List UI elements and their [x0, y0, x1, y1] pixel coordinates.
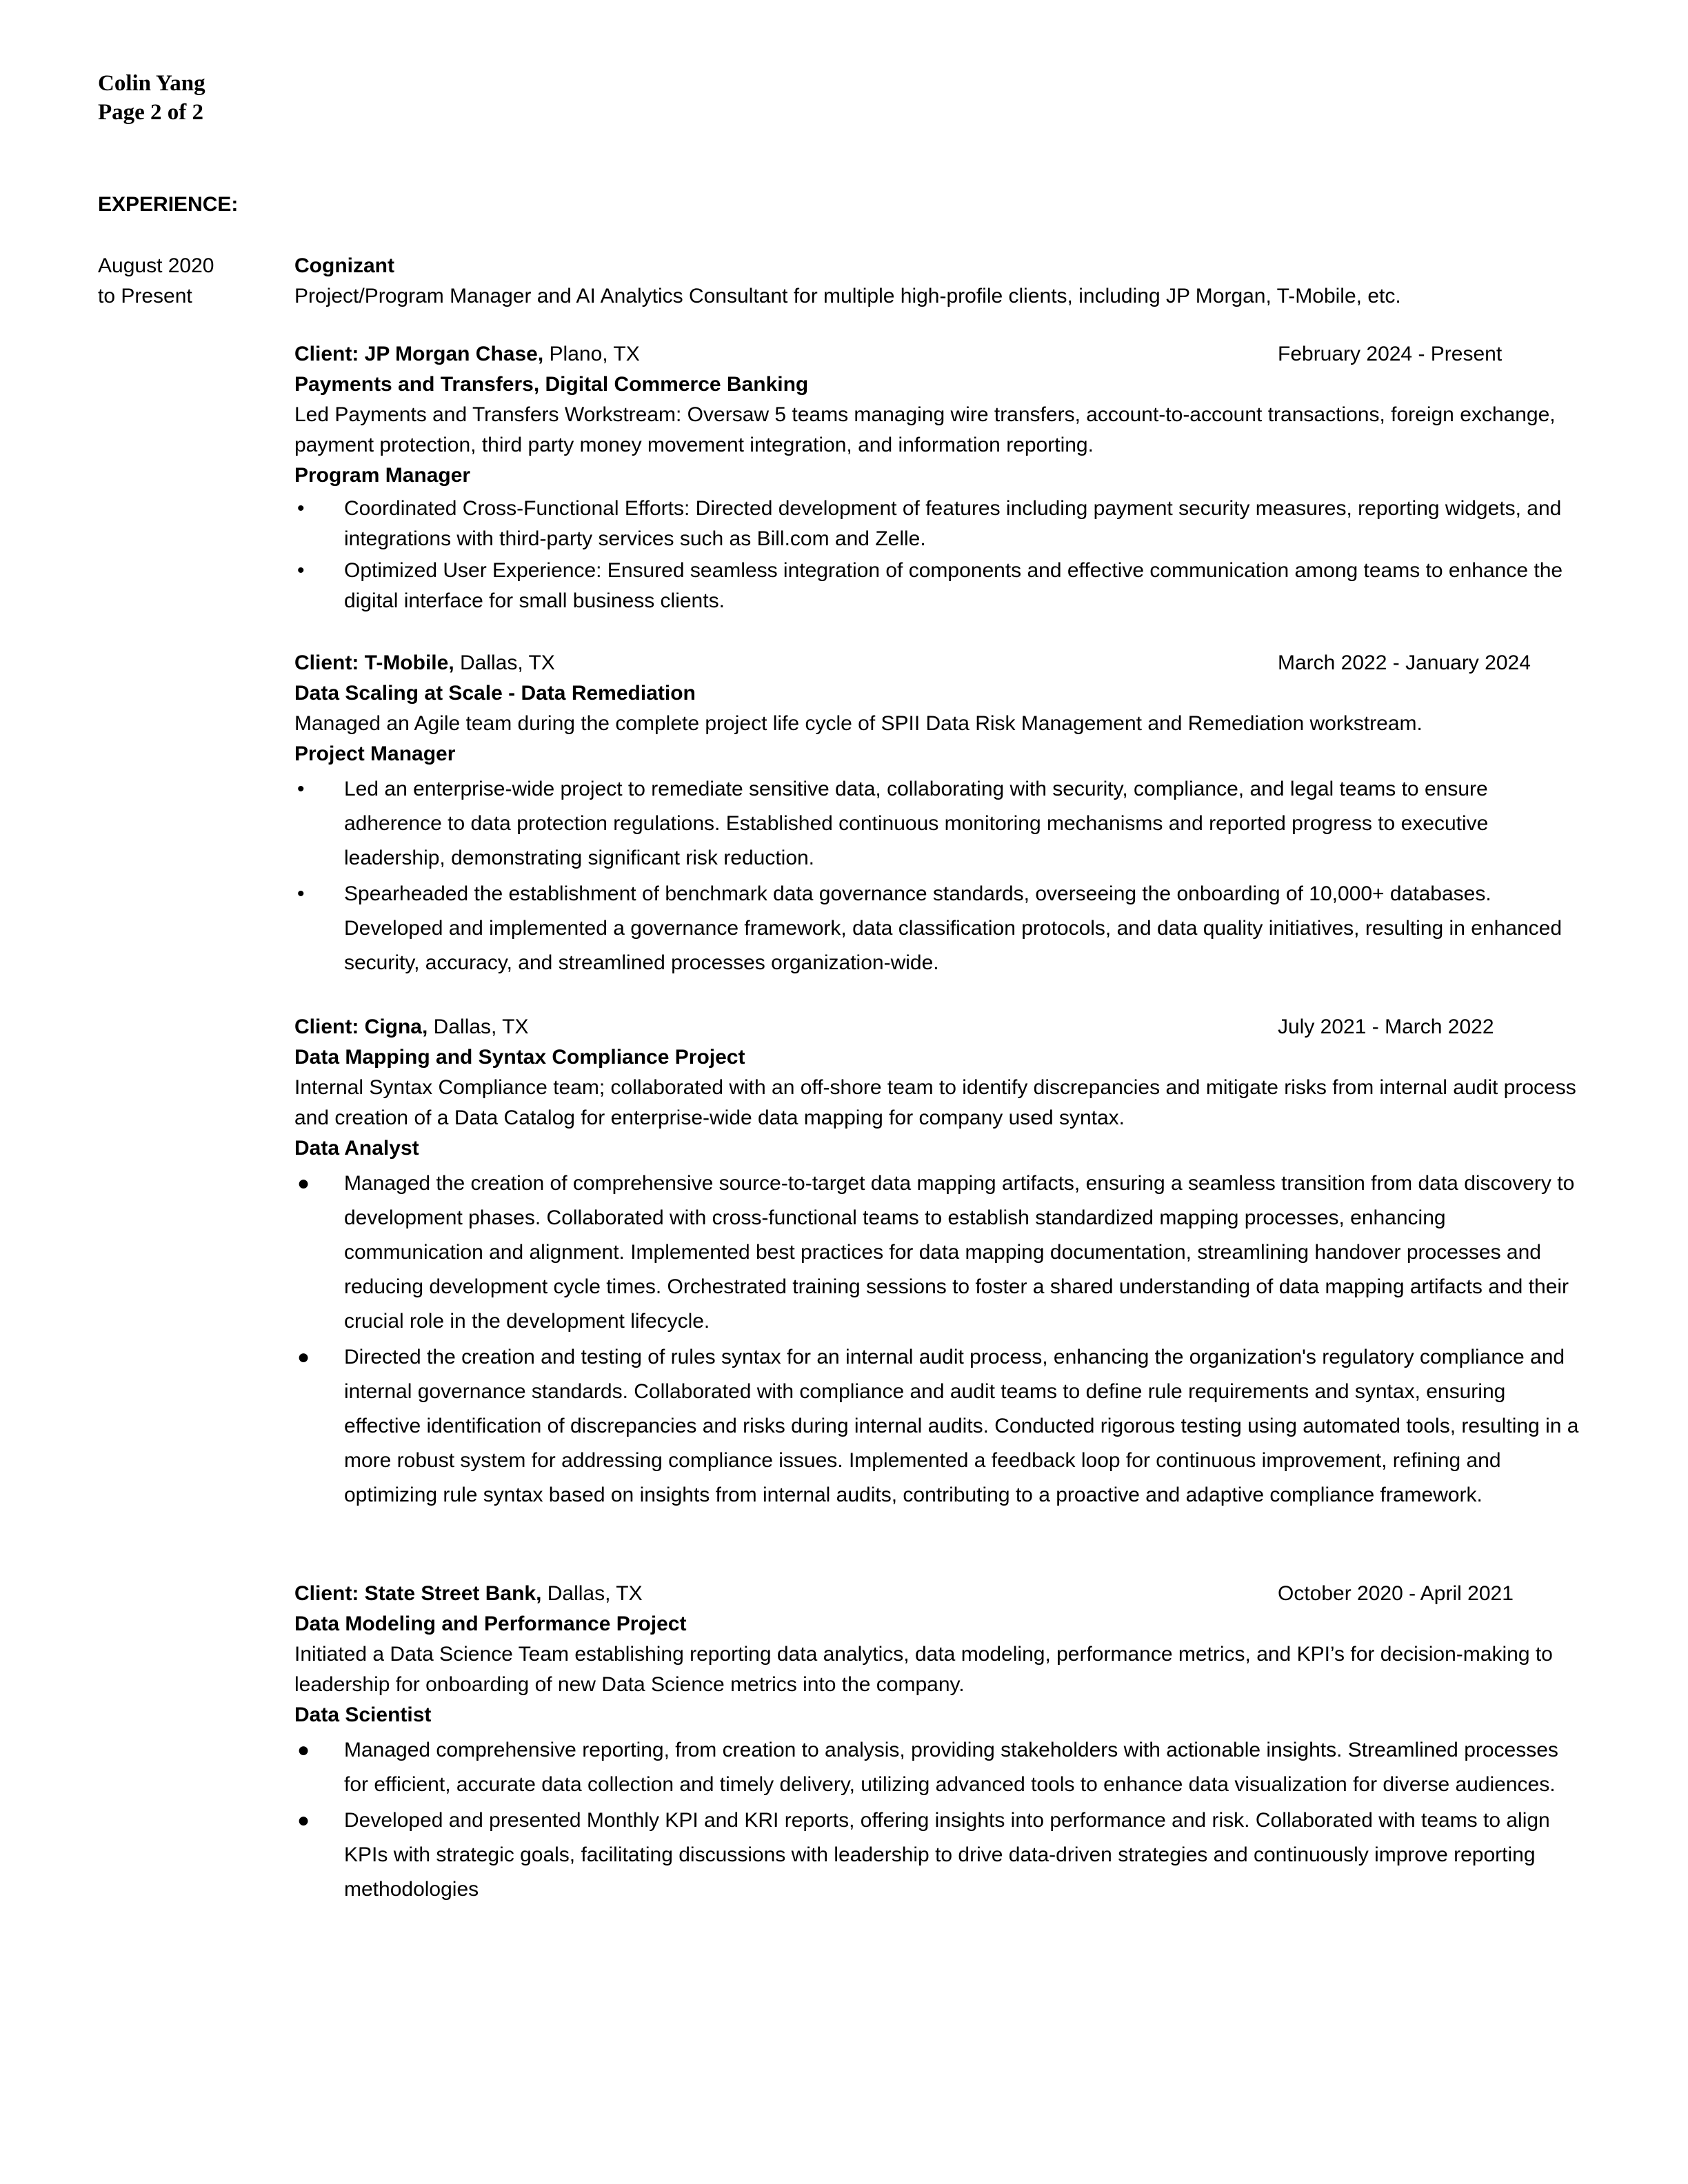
client-entry	[294, 1012, 1584, 1514]
bullet-icon: ●	[297, 1346, 310, 1368]
bullet-icon: •	[297, 882, 305, 905]
bullet-text: Developed and presented Monthly KPI and KRI reports, offering insights into performance and risk. Collaborated with teams to align KPIs with strategic goals, facilitating discussions with leadership to drive data-driven strategies and continuously improve reporting methodologies	[344, 1809, 1550, 1901]
list-item	[294, 877, 1584, 980]
project-description: Initiated a Data Science Team establishing reporting data analytics, data modeling, performance metrics, and KPI’s for decision-making to leadership for onboarding of new Data Science metrics into the company.	[294, 1643, 1553, 1696]
bullet-text: Managed comprehensive reporting, from creation to analysis, providing stakeholders with actionable insights. Streamlined processes for efficient, accurate data collection and timely delivery, utilizing advanced tools to enhance data visualization for diverse audiences.	[344, 1739, 1558, 1796]
client-dates: March 2022 - January 2024	[1278, 651, 1531, 674]
bullet-list	[294, 1733, 1584, 1907]
project-title: Data Mapping and Syntax Compliance Project	[294, 1046, 745, 1069]
bullet-list	[294, 1166, 1584, 1513]
list-item	[294, 1166, 1584, 1339]
author-name: Colin Yang	[98, 71, 205, 96]
bullet-text: Led an enterprise-wide project to remediate sensitive data, collaborating with security, compliance, and legal teams to ensure adherence to data protection regulations. Established continuous monitoring mechanisms and reported progress to executive leadership, demonstrating significant risk reduction.	[344, 778, 1489, 869]
client-header	[294, 1579, 1584, 1609]
project-title: Payments and Transfers, Digital Commerce Banking	[294, 373, 809, 396]
list-item	[294, 1340, 1584, 1513]
project-description: Led Payments and Transfers Workstream: Oversaw 5 teams managing wire transfers, account-to-account transactions, foreign exchange, payment protection, third party money movement integration, and information reporting.	[294, 403, 1556, 456]
page-number: Page 2 of 2	[98, 100, 204, 125]
section-title: EXPERIENCE:	[98, 193, 239, 216]
bullet-text: Optimized User Experience: Ensured seamless integration of components and effective communication among teams to enhance the digital interface for small business clients.	[344, 559, 1563, 612]
employment-dates-start: August 2020	[98, 254, 214, 277]
bullet-list	[294, 494, 1584, 616]
project-description: Managed an Agile team during the complete project life cycle of SPII Data Risk Management and Remediation workstream.	[294, 712, 1423, 735]
client-dates: February 2024 - Present	[1278, 343, 1503, 365]
client-location: Dallas, TX	[454, 651, 555, 674]
bullet-icon: ●	[297, 1172, 310, 1195]
client-label: Client: Cigna,	[294, 1015, 428, 1038]
client-header	[294, 339, 1584, 370]
bullet-icon: •	[297, 778, 305, 800]
bullet-text: Coordinated Cross-Functional Efforts: Directed development of features including payment security measures, reporting widgets, and integrations with third-party services such as Bill.com and Zelle.	[344, 497, 1562, 550]
client-entry	[294, 648, 1584, 982]
client-entry	[294, 1579, 1584, 1908]
client-label: Client: State Street Bank,	[294, 1582, 542, 1605]
client-dates: July 2021 - March 2022	[1278, 1015, 1494, 1038]
client-header	[294, 648, 1584, 678]
list-item	[294, 494, 1584, 554]
employer-summary: Project/Program Manager and AI Analytics Consultant for multiple high-profile clients, including JP Morgan, T-Mobile, etc.	[294, 285, 1401, 307]
list-item	[294, 772, 1584, 876]
list-item	[294, 1803, 1584, 1907]
employer-name: Cognizant	[294, 254, 394, 277]
bullet-text: Directed the creation and testing of rules syntax for an internal audit process, enhancing the organization's regulatory compliance and internal governance standards. Collaborated with compliance and audit teams to define rule requirements and syntax, ensuring effective identification of discrepancies and risks during internal audits. Conducted rigorous testing using automated tools, resulting in a more robust system for addressing compliance issues. Implemented a feedback loop for continuous improvement, refining and optimizing rule syntax based on insights from internal audits, contributing to a proactive and adaptive compliance framework.	[344, 1346, 1579, 1506]
bullet-icon: ●	[297, 1809, 310, 1832]
employment-dates-end: to Present	[98, 285, 192, 307]
employer-block	[294, 251, 1577, 312]
list-item	[294, 1733, 1584, 1802]
client-location: Plano, TX	[543, 343, 640, 365]
list-item	[294, 556, 1584, 616]
document-header	[98, 69, 205, 127]
project-description: Internal Syntax Compliance team; collaborated with an off-shore team to identify discrepancies and mitigate risks from internal audit process and creation of a Data Catalog for enterprise-wide data mapping for company used syntax.	[294, 1076, 1576, 1129]
bullet-icon: ●	[297, 1739, 310, 1761]
bullet-icon: •	[297, 497, 305, 520]
bullet-text: Spearheaded the establishment of benchmark data governance standards, overseeing the onboarding of 10,000+ databases. Developed and implemented a governance framework, data classification protocols, and data quality initiatives, resulting in enhanced security, accuracy, and streamlined processes organization-wide.	[344, 882, 1563, 974]
role-title: Data Analyst	[294, 1137, 419, 1160]
role-title: Program Manager	[294, 464, 471, 487]
bullet-text: Managed the creation of comprehensive source-to-target data mapping artifacts, ensuring a seamless transition from data discovery to development phases. Collaborated with cross-functional teams to establish standardized mapping processes, enhancing communication and alignment. Implemented best practices for data mapping documentation, streamlining handover processes and reducing development cycle times. Orchestrated training sessions to foster a shared understanding of data mapping artifacts and their crucial role in the development lifecycle.	[344, 1172, 1575, 1333]
client-entry	[294, 339, 1584, 618]
client-dates: October 2020 - April 2021	[1278, 1582, 1514, 1605]
client-label: Client: T-Mobile,	[294, 651, 454, 674]
employment-dates	[98, 251, 214, 312]
client-location: Dallas, TX	[541, 1582, 643, 1605]
client-location: Dallas, TX	[428, 1015, 529, 1038]
role-title: Project Manager	[294, 742, 456, 765]
bullet-icon: •	[297, 559, 305, 582]
bullet-list	[294, 772, 1584, 980]
project-title: Data Scaling at Scale - Data Remediation	[294, 682, 696, 705]
client-header	[294, 1012, 1584, 1042]
role-title: Data Scientist	[294, 1703, 432, 1726]
client-label: Client: JP Morgan Chase,	[294, 343, 544, 365]
project-title: Data Modeling and Performance Project	[294, 1612, 687, 1635]
